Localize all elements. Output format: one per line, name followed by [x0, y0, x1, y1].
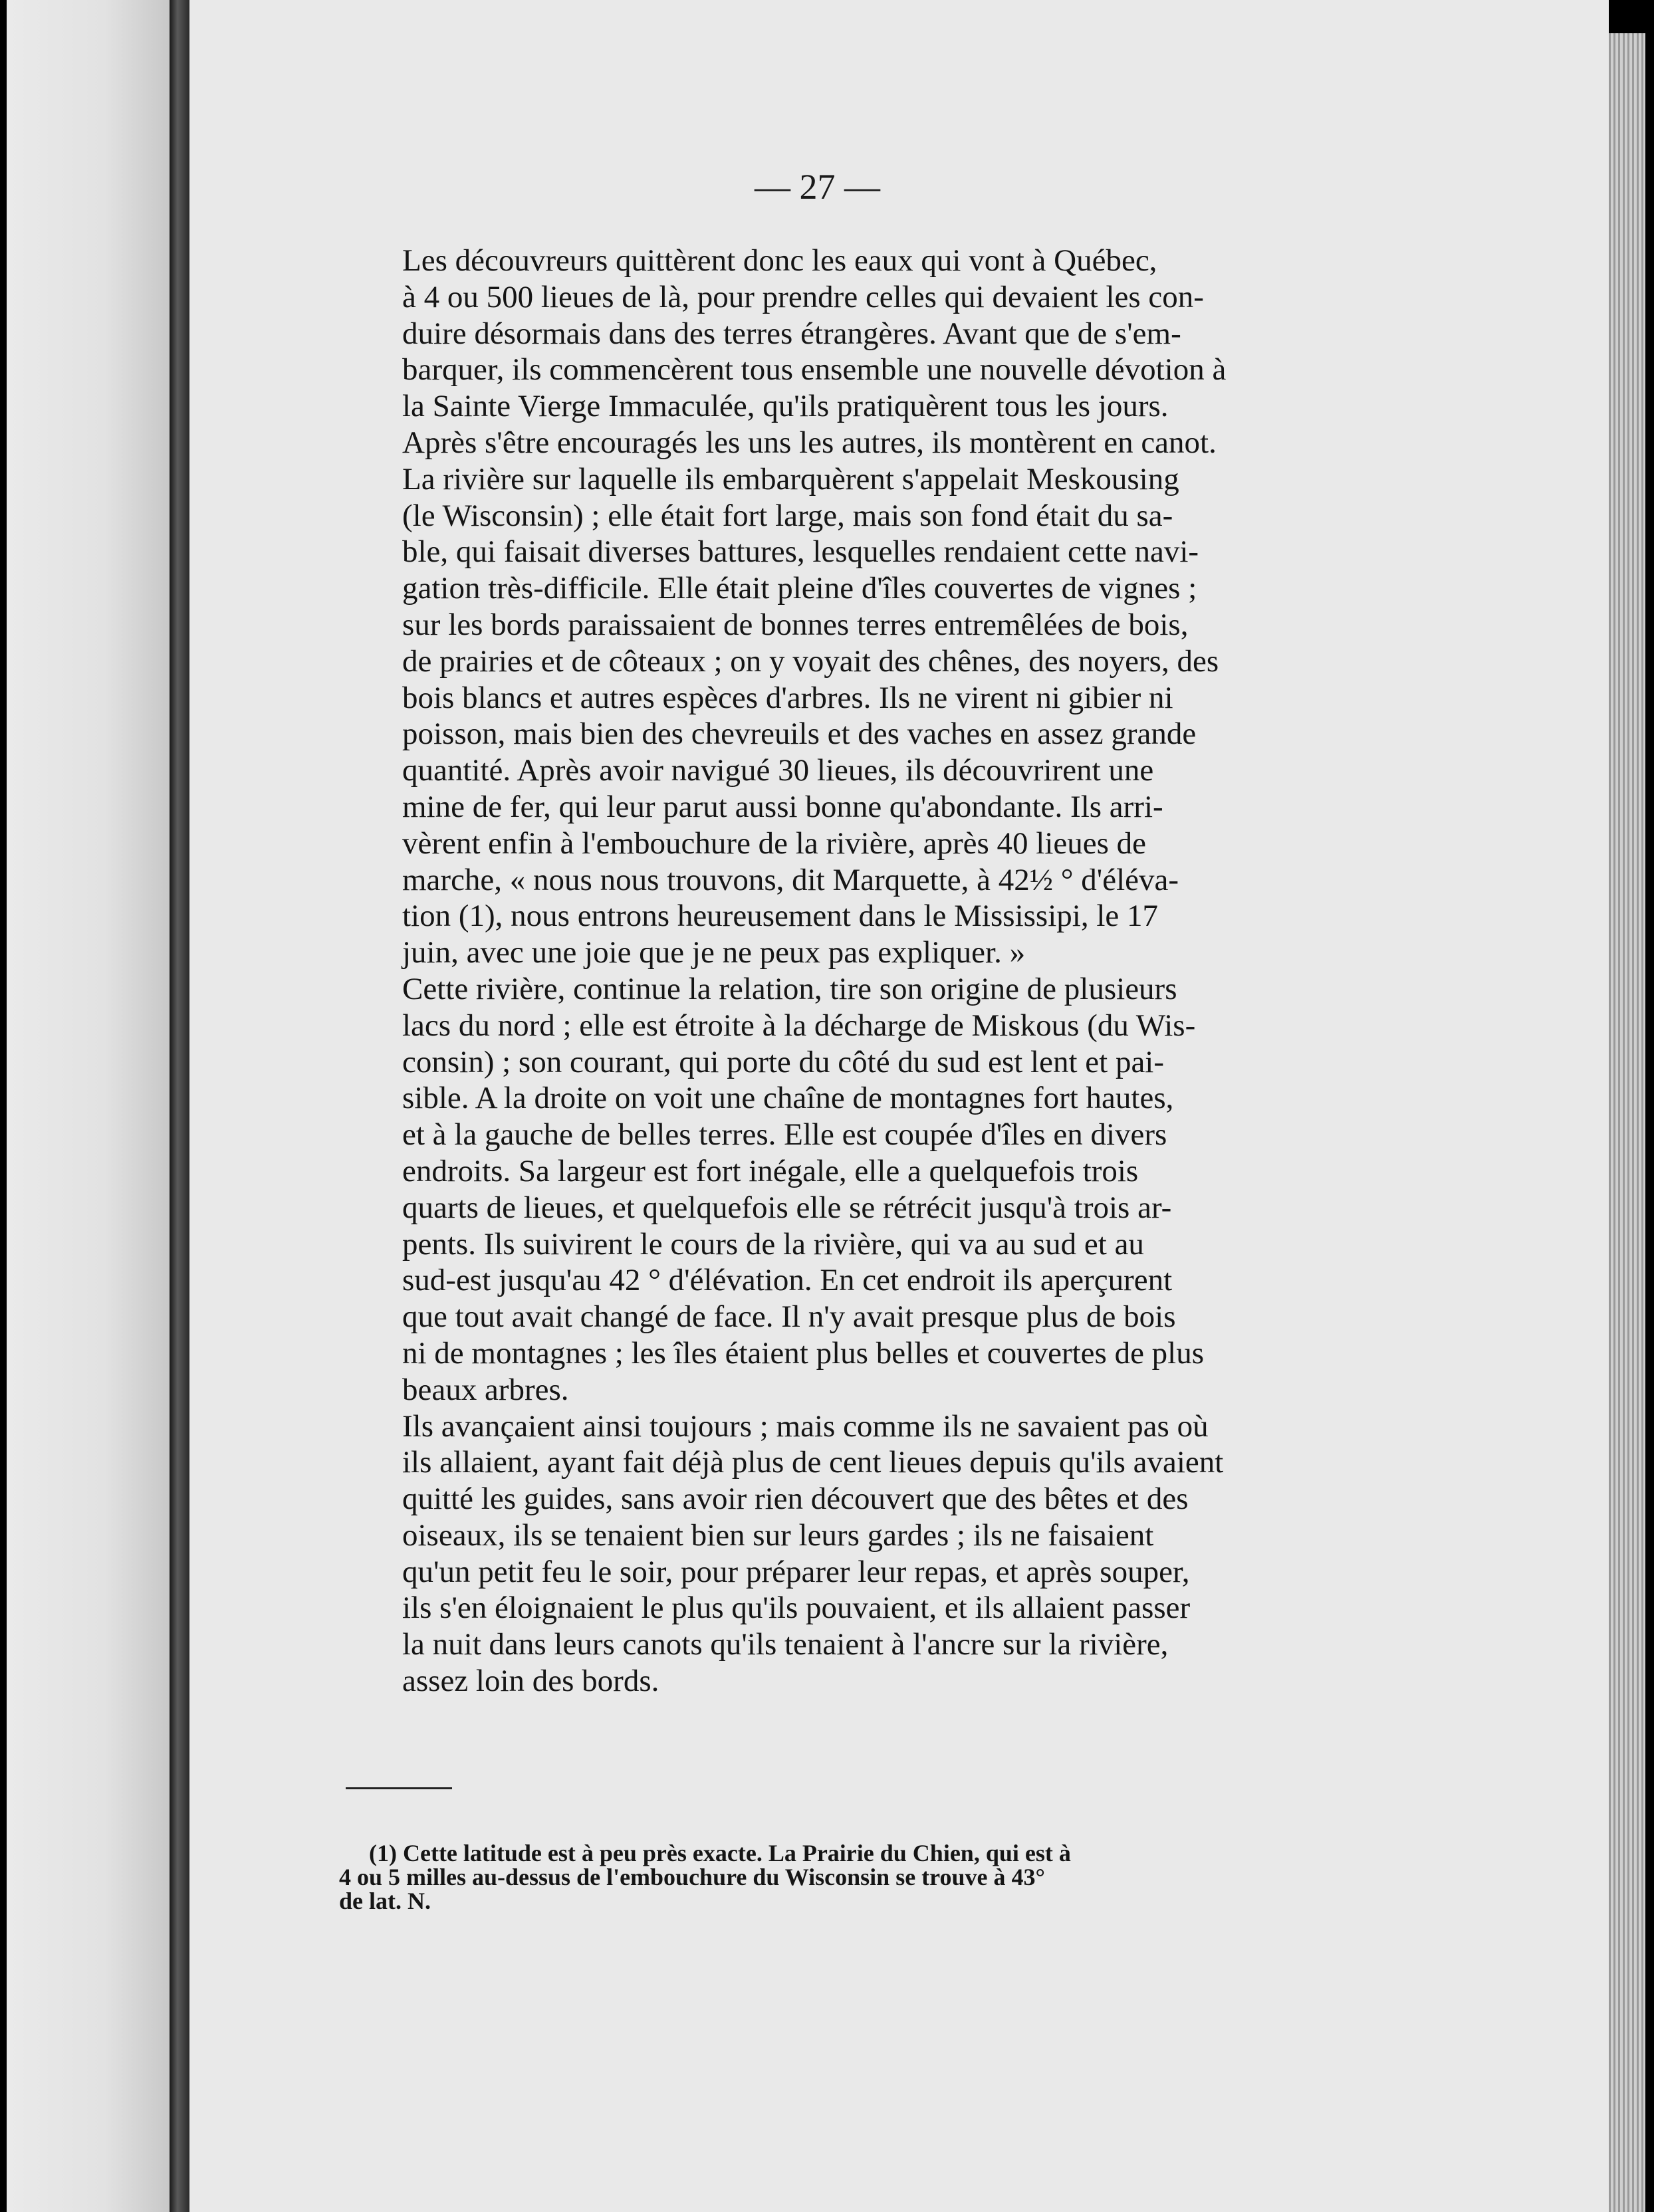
text-line: ni de montagnes ; les îles étaient plus belles et couvertes de plus	[402, 1335, 1205, 1371]
text-line: juin, avec une joie que je ne peux pas expliquer. »	[402, 935, 1026, 970]
text-line: La rivière sur laquelle ils embarquèrent s'appelait Meskousing	[402, 461, 1179, 497]
text-line: sible. A la droite on voit une chaîne de montagnes fort hautes,	[402, 1081, 1174, 1116]
text-line: que tout avait changé de face. Il n'y avait presque plus de bois	[402, 1299, 1176, 1335]
book-gutter	[170, 0, 189, 2212]
text-line: ils s'en éloignaient le plus qu'ils pouvaient, et ils allaient passer	[402, 1591, 1191, 1626]
text-line: Après s'être encouragés les uns les autres, ils montèrent en canot.	[402, 425, 1217, 460]
text-line: pents. Ils suivirent le cours de la rivière, qui va au sud et au	[402, 1226, 1144, 1262]
text-line: assez loin des bords.	[402, 1664, 659, 1699]
left-facing-page	[7, 0, 170, 2212]
text-line: Cette rivière, continue la relation, tire son origine de plusieurs	[402, 971, 1177, 1006]
footnote-line: (1) Cette latitude est à peu près exacte. La Prairie du Chien, qui est à	[369, 1840, 1071, 1866]
text-line: sud-est jusqu'au 42 ° d'élévation. En cet endroit ils aperçurent	[402, 1263, 1173, 1298]
text-line: sur les bords paraissaient de bonnes terres entremêlées de bois,	[402, 607, 1189, 642]
text-line: marche, « nous nous trouvons, dit Marquette, à 42½ ° d'éléva-	[402, 862, 1179, 897]
text-line: gation très-difficile. Elle était pleine d'îles couvertes de vignes ;	[402, 571, 1197, 606]
text-line: barquer, ils commencèrent tous ensemble une nouvelle dévotion à	[402, 352, 1227, 387]
body-text	[342, 243, 1313, 1700]
page-number: — 27 —	[755, 167, 880, 207]
text-line: endroits. Sa largeur est fort inégale, elle a quelquefois trois	[402, 1153, 1139, 1188]
text-line: et à la gauche de belles terres. Elle est coupée d'îles en divers	[402, 1117, 1167, 1153]
paragraph	[342, 971, 1313, 1408]
footnote-line: de lat. N.	[339, 1888, 431, 1914]
text-line: Ils avançaient ainsi toujours ; mais comme ils ne savaient pas où	[402, 1408, 1209, 1444]
text-line: quarts de lieues, et quelquefois elle se rétrécit jusqu'à trois ar-	[402, 1190, 1172, 1225]
text-line: consin) ; son courant, qui porte du côté du sud est lent et pai-	[402, 1044, 1165, 1079]
text-line: ble, qui faisait diverses battures, lesquelles rendaient cette navi-	[402, 534, 1199, 570]
text-line: duire désormais dans des terres étrangères. Avant que de s'em-	[402, 316, 1181, 351]
footnote-divider	[346, 1787, 452, 1789]
paragraph	[342, 1408, 1313, 1700]
text-line: mine de fer, qui leur parut aussi bonne qu'abondante. Ils arri-	[402, 789, 1163, 824]
text-line: quitté les guides, sans avoir rien découvert que des bêtes et des	[402, 1482, 1189, 1517]
page-stack-edge	[1609, 33, 1645, 2212]
text-line: la Sainte Vierge Immaculée, qu'ils pratiquèrent tous les jours.	[402, 389, 1169, 424]
text-line: vèrent enfin à l'embouchure de la rivière, après 40 lieues de	[402, 826, 1147, 861]
footnote	[339, 1841, 1323, 1913]
text-line: bois blancs et autres espèces d'arbres. Ils ne virent ni gibier ni	[402, 680, 1173, 715]
text-line: oiseaux, ils se tenaient bien sur leurs gardes ; ils ne faisaient	[402, 1517, 1154, 1553]
text-line: Les découvreurs quittèrent donc les eaux qui vont à Québec,	[402, 243, 1157, 278]
text-line: qu'un petit feu le soir, pour préparer leur repas, et après souper,	[402, 1554, 1190, 1589]
text-line: à 4 ou 500 lieues de là, pour prendre celles qui devaient les con-	[402, 279, 1204, 314]
text-line: lacs du nord ; elle est étroite à la décharge de Miskous (du Wis-	[402, 1008, 1196, 1043]
text-line: quantité. Après avoir navigué 30 lieues, ils découvrirent une	[402, 753, 1154, 788]
text-line: tion (1), nous entrons heureusement dans le Mississipi, le 17	[402, 899, 1158, 934]
text-line: (le Wisconsin) ; elle était fort large, mais son fond était du sa-	[402, 498, 1173, 533]
footnote-line: 4 ou 5 milles au-dessus de l'embouchure du Wisconsin se trouve à 43°	[339, 1864, 1045, 1890]
text-line: ils allaient, ayant fait déjà plus de cent lieues depuis qu'ils avaient	[402, 1445, 1224, 1480]
text-line: poisson, mais bien des chevreuils et des vaches en assez grande	[402, 717, 1197, 752]
text-line: la nuit dans leurs canots qu'ils tenaient à l'ancre sur la rivière,	[402, 1627, 1169, 1662]
paragraph	[342, 461, 1313, 971]
text-line: beaux arbres.	[402, 1372, 569, 1407]
text-line: de prairies et de côteaux ; on y voyait des chênes, des noyers, des	[402, 643, 1219, 679]
paragraph	[342, 243, 1313, 461]
